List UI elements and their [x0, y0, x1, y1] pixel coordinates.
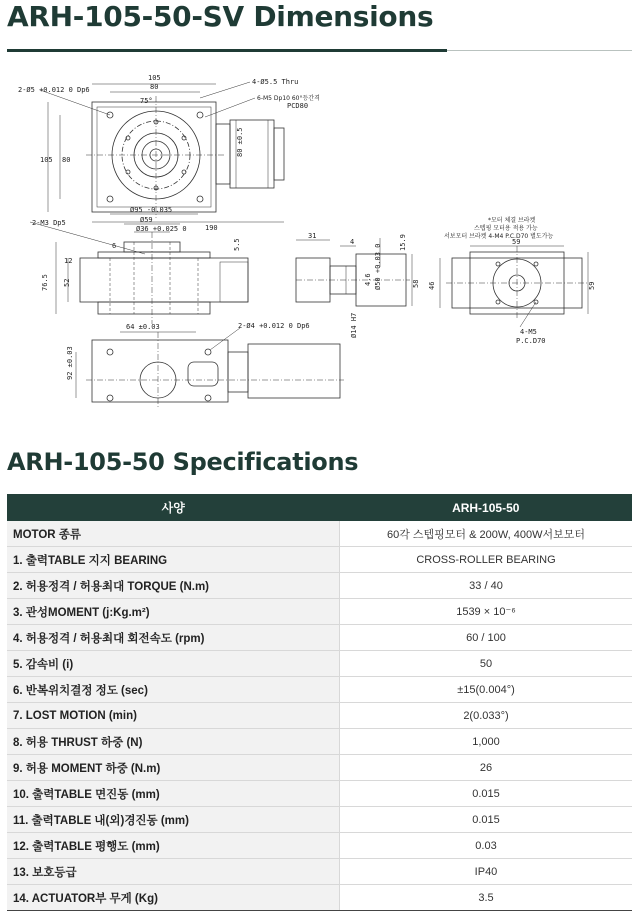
spec-value: 3.5	[340, 885, 633, 911]
dim-v5-5: 5.5	[233, 238, 241, 251]
dim-side: 80 ±0.5	[236, 127, 244, 157]
dim-m5-pcd70-b: P.C.D70	[516, 337, 546, 345]
spec-key: 14. ACTUATOR부 무게 (Kg)	[7, 885, 340, 911]
dim-r59v: 59	[588, 281, 596, 290]
table-row	[7, 573, 632, 599]
spec-value: 1539 × 10⁻⁶	[340, 599, 633, 625]
title-underline	[7, 49, 447, 52]
table-row	[7, 885, 632, 911]
table-row	[7, 859, 632, 885]
spec-key: 2. 허용정격 / 허용최대 TORQUE (N.m)	[7, 573, 340, 599]
dim-v58: 58	[412, 279, 420, 288]
table-row	[7, 833, 632, 859]
spec-value: 33 / 40	[340, 573, 633, 599]
dim-w105: 105	[148, 74, 161, 82]
dim-m5-tap: 6-M5 Dp10 60°등간격	[257, 95, 320, 102]
spec-key: 11. 출력TABLE 내(외)경진동 (mm)	[7, 807, 340, 833]
dim-h92: 92 ±0.03	[66, 346, 74, 380]
spec-key: 6. 반복위치결정 정도 (sec)	[7, 677, 340, 703]
dim-h105: 105	[40, 156, 53, 164]
table-row	[7, 651, 632, 677]
dim-v15-9: 15.9	[399, 234, 407, 251]
spec-key: MOTOR 종류	[7, 521, 340, 547]
dim-pcd80: PCD80	[287, 102, 309, 110]
table-row	[7, 781, 632, 807]
dim-dp6-bottom: 2-Ø4 +0.012 0 Dp6	[238, 322, 310, 330]
dim-d14: Ø14 H7	[350, 312, 358, 338]
spec-value: 0.015	[340, 807, 633, 833]
spec-value: CROSS-ROLLER BEARING	[340, 547, 633, 573]
dim-dp6-left: 2-Ø5 +0.012 0 Dp6	[18, 86, 90, 94]
dim-v76-5: 76.5	[41, 274, 49, 291]
dim-deg75: 75°	[140, 97, 153, 105]
dim-d36: Ø36 +0.025 0	[136, 225, 187, 233]
spec-key: 3. 관성MOMENT (j:Kg.m²)	[7, 599, 340, 625]
spec-key: 13. 보호등급	[7, 859, 340, 885]
dim-w64: 64 ±0.03	[126, 323, 160, 331]
table-row	[7, 625, 632, 651]
table-row	[7, 677, 632, 703]
dim-v4: 4	[350, 238, 355, 246]
spec-value: 60각 스텝핑모터 & 200W, 400W서보모터	[340, 521, 633, 547]
spec-value: 26	[340, 755, 633, 781]
spec-key: 10. 출력TABLE 면진동 (mm)	[7, 781, 340, 807]
dim-d50: Ø50 +0.03 0	[374, 243, 382, 290]
spec-value: 50	[340, 651, 633, 677]
spec-header-key: 사양	[7, 494, 340, 521]
dim-r59: 59	[512, 238, 521, 246]
spec-value: 0.015	[340, 781, 633, 807]
spec-key: 9. 허용 MOMENT 하중 (N.m)	[7, 755, 340, 781]
spec-value: IP40	[340, 859, 633, 885]
spec-value: 0.03	[340, 833, 633, 859]
spec-key: 7. LOST MOTION (min)	[7, 703, 340, 729]
dim-v4-6: 4.6	[364, 273, 372, 286]
spec-key: 4. 허용정격 / 허용최대 회전속도 (rpm)	[7, 625, 340, 651]
dim-d59: Ø59	[140, 216, 153, 224]
dimensions-title: ARH-105-50-SV Dimensions	[7, 0, 434, 33]
dim-m5-pcd70-a: 4-M5	[520, 328, 537, 336]
note-line3: 서보모터 브라켓 4-M4 P.C.D70 별도가능	[444, 233, 554, 240]
table-row	[7, 729, 632, 755]
dim-w80: 80	[150, 83, 159, 91]
table-row	[7, 807, 632, 833]
dim-v52: 52	[63, 278, 71, 287]
table-row	[7, 755, 632, 781]
spec-key: 1. 출력TABLE 지지 BEARING	[7, 547, 340, 573]
dim-h80: 80	[62, 156, 71, 164]
dim-w190: 190	[205, 224, 218, 232]
dim-v12: 12	[64, 257, 73, 265]
title-underline-light	[447, 50, 632, 51]
spec-header-row	[7, 494, 632, 521]
spec-key: 12. 출력TABLE 평행도 (mm)	[7, 833, 340, 859]
table-row	[7, 547, 632, 573]
dim-hole-thru: 4-Ø5.5 Thru	[252, 78, 299, 86]
dim-r46: 46	[428, 281, 436, 290]
note-line2: 스텝핑 모터용 적용 가능	[474, 225, 538, 232]
note-line1: *모터 체결 브라켓	[488, 217, 536, 224]
spec-value: ±15(0.004°)	[340, 677, 633, 703]
spec-key: 5. 감속비 (i)	[7, 651, 340, 677]
dim-v6: 6	[112, 242, 117, 250]
spec-table	[7, 494, 632, 911]
spec-value: 60 / 100	[340, 625, 633, 651]
table-row	[7, 703, 632, 729]
dimension-drawing	[0, 62, 637, 440]
spec-value: 1,000	[340, 729, 633, 755]
dim-m3: 2-M3 Dp5	[32, 219, 66, 227]
spec-value: 2(0.033°)	[340, 703, 633, 729]
table-row	[7, 521, 632, 547]
dim-d95: Ø95 -0.035	[130, 206, 173, 214]
spec-header-value: ARH-105-50	[340, 494, 633, 521]
spec-key: 8. 허용 THRUST 하중 (N)	[7, 729, 340, 755]
table-row	[7, 599, 632, 625]
dim-v31: 31	[308, 232, 317, 240]
specifications-title: ARH-105-50 Specifications	[7, 448, 359, 476]
